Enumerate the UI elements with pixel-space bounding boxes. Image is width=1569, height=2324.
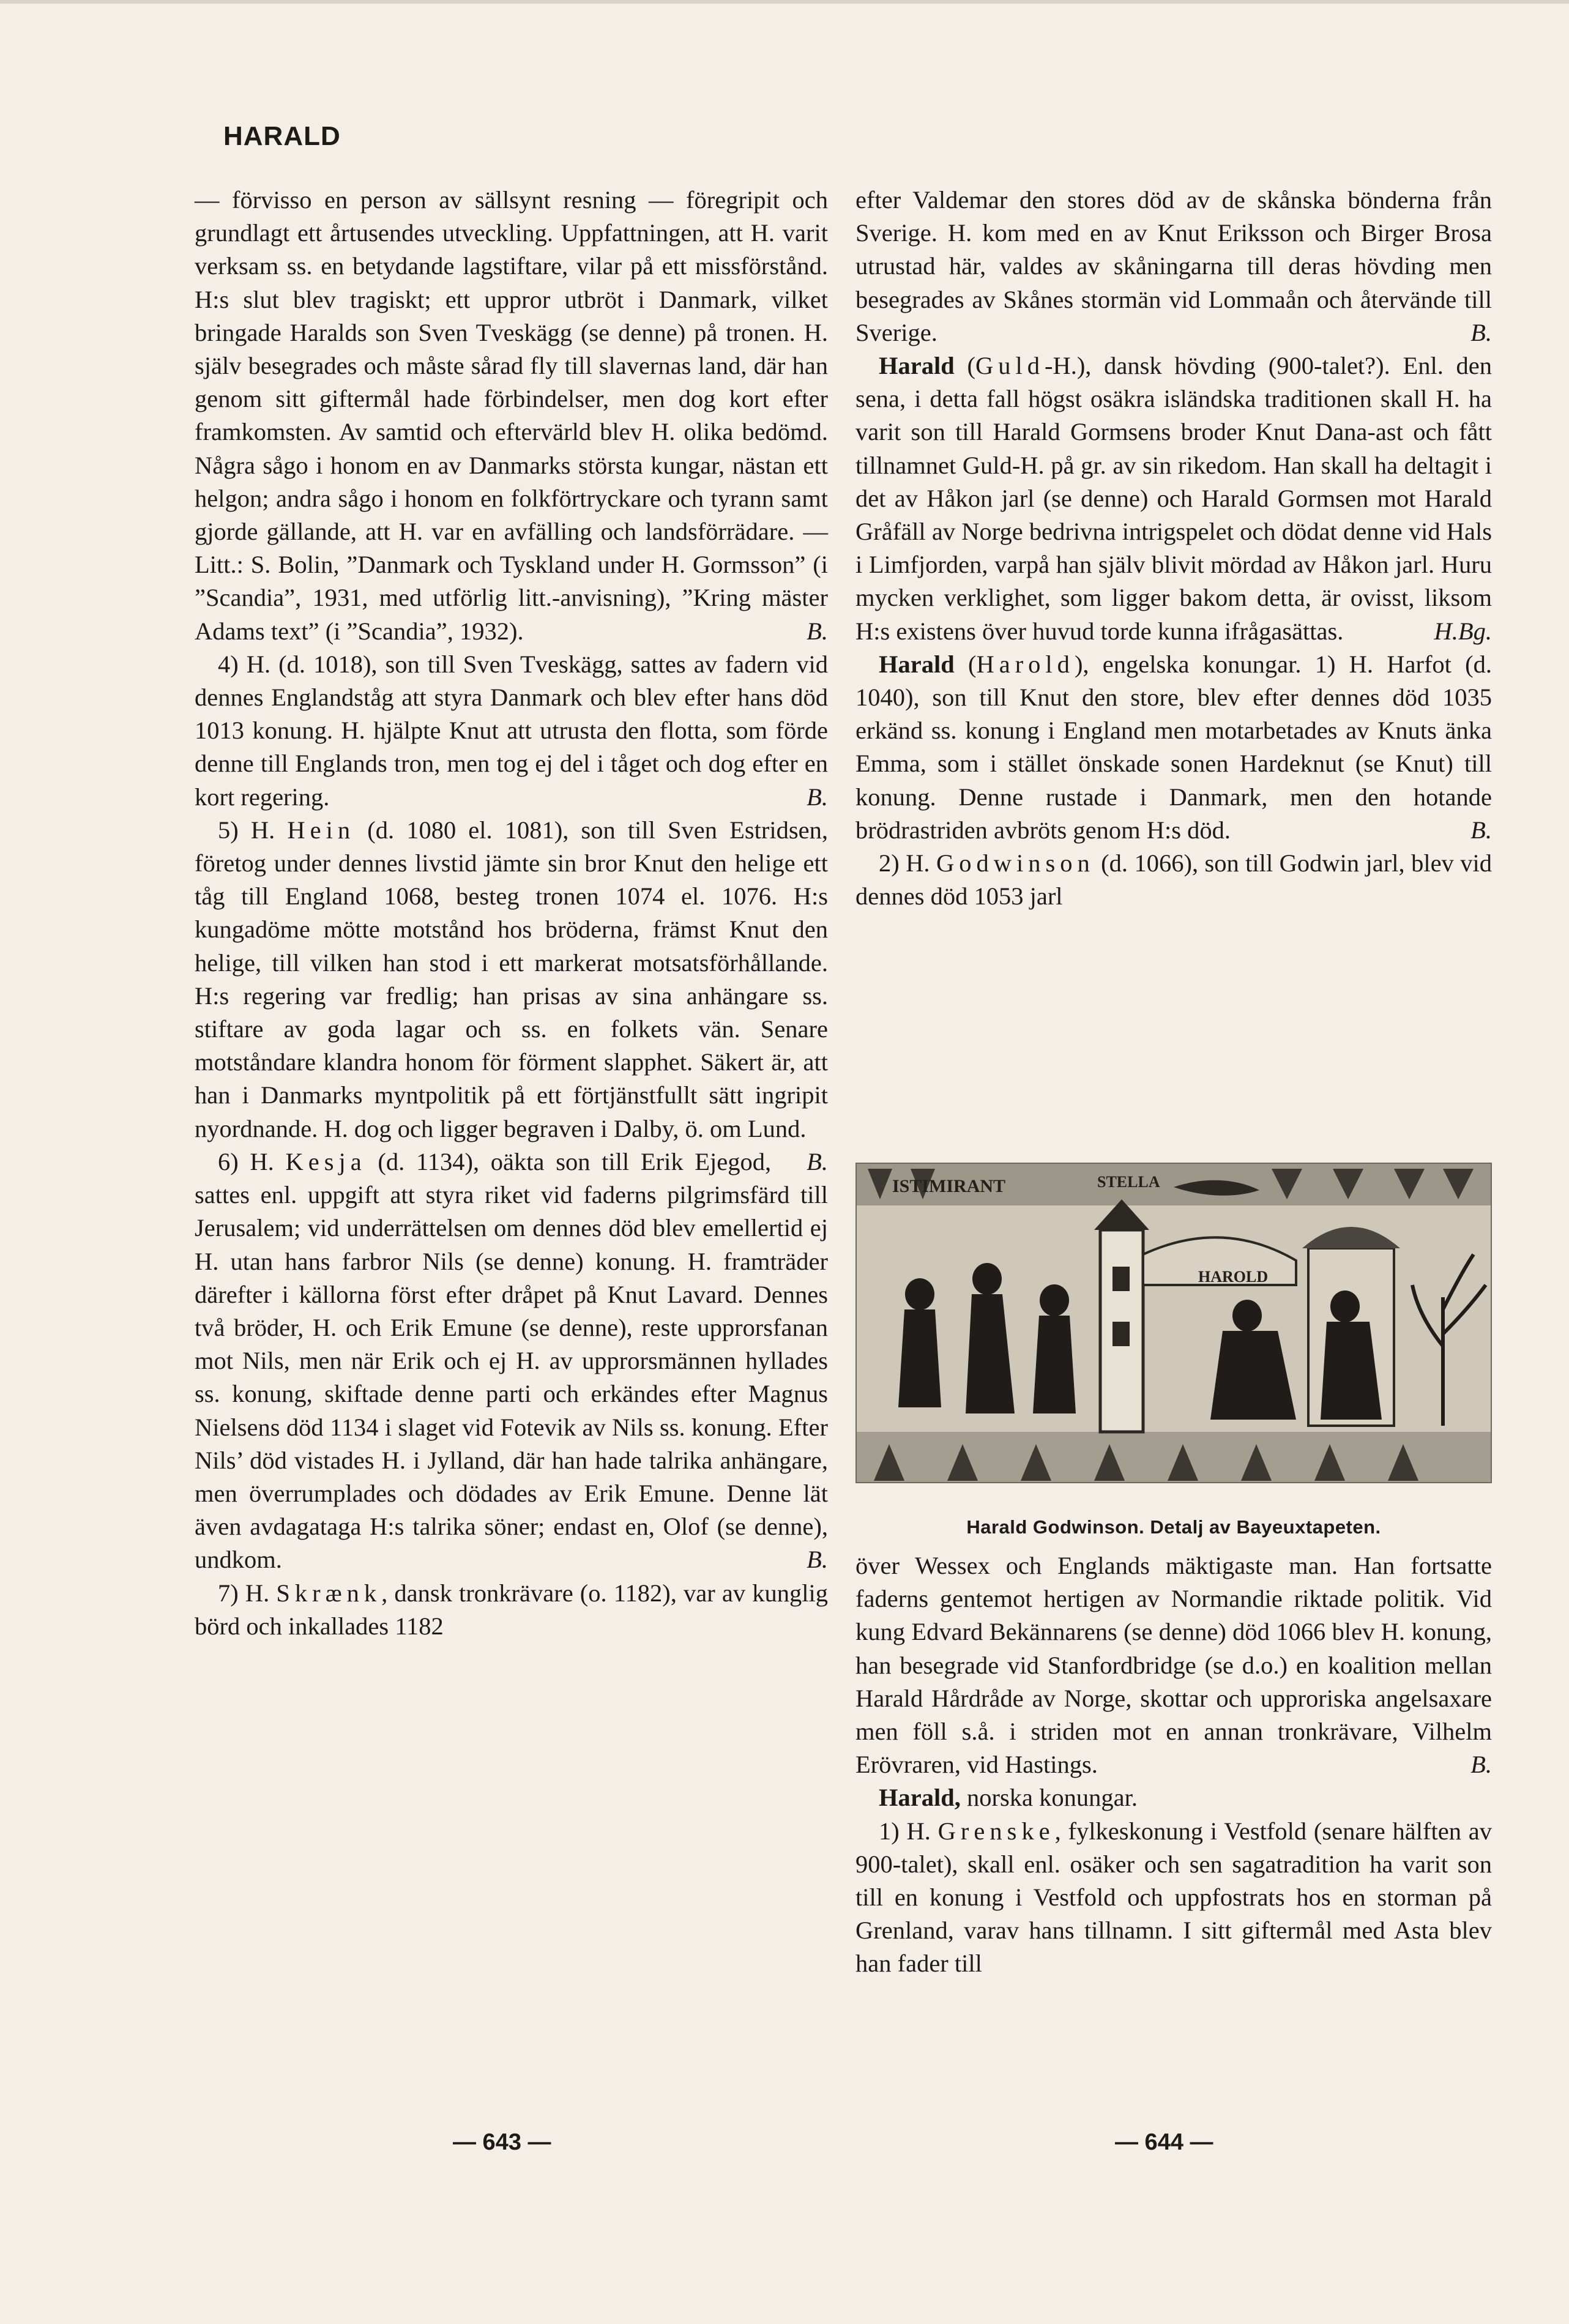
right-column-bottom	[855, 1549, 1492, 1981]
entry-number: 6) H.	[218, 1147, 286, 1175]
paragraph-text: över Wessex och Englands mäktigaste man. Han fortsatte faderns gentemot hertigen av Normandie riktade politik. Vid kung Edvard Bekännarens (se denne) död 1066 blev H. konung, han besegrade vid Stanfordbridge (se d.o.) en koalition mellan Harald Hårdråde av Norge, skottar och upproriska angelsaxare men föll s.å. i striden mot en annan tronkrävare, Vilhelm Erövraren, vid Hastings.	[855, 1552, 1492, 1779]
page-top-edge	[0, 0, 1569, 4]
entry-paragraph	[195, 1145, 828, 1577]
author-signature: B.	[1470, 318, 1492, 346]
entry-paragraph	[855, 648, 1492, 847]
left-column	[195, 184, 828, 1643]
paragraph-text: ), engelska konungar. 1) H. Harfot (d. 1040), son till Knut den store, blev efter dennes död 1035 erkänd ss. konung i England men motarbetades av Knuts änka Emma, som i stället önskade sonen Hardeknut (se Knut) till konung. Denne rustade i Danmark, men den hotande brödrastriden avbröts genom H:s död.	[855, 650, 1492, 844]
paragraph-text: -H.), dansk hövding (900-talet?). Enl. den sena, i detta fall högst osäkra isländska traditionen skall H. ha varit son till Harald Gormsens broder Knut Dana-ast och fått tillnamnet Guld-H. på gr. av sin rikedom. Han skall ha deltagit i det av Håkon jarl (se denne) och Harald Gormsen mot Harald Gråfäll av Norge bedrivna intrigspelet och dödat denne vid Hals i Limfjorden, varpå han själv blivit mördad av Håkon jarl. Huru mycken verklighet, som ligger bakom detta, är ovisst, liksom H:s existens över huvud torde kunna ifrågasättas.	[855, 352, 1492, 645]
entry-paragraph	[855, 1815, 1492, 1981]
author-signature: B.	[1470, 816, 1492, 844]
tapestry-inscription: STELLA	[1097, 1173, 1160, 1191]
tapestry-inscription: ISTIMIRANT	[892, 1176, 1006, 1196]
author-signature: B.	[807, 783, 828, 811]
page-number-right: — 644 —	[1115, 2129, 1213, 2155]
spaced-epithet: Godwinson	[936, 849, 1095, 877]
entry-paragraph	[855, 1549, 1492, 1781]
spaced-epithet: Kesja	[285, 1147, 367, 1175]
author-signature: B.	[807, 1147, 828, 1175]
entry-headword: Harald,	[879, 1784, 961, 1812]
entry-paragraph	[195, 184, 828, 648]
entry-headword: Harald	[879, 352, 955, 380]
entry-paragraph	[855, 349, 1492, 648]
figure-caption: Harald Godwinson. Detalj av Bayeuxtapeten.	[966, 1516, 1381, 1538]
bayeux-tapestry-figure	[855, 1163, 1492, 1538]
entry-paragraph	[855, 184, 1492, 349]
entry-paragraph	[195, 1577, 828, 1643]
tapestry-inscription: HAROLD	[1198, 1268, 1269, 1286]
entry-number: 7) H.	[218, 1579, 277, 1607]
tapestry-illustration	[855, 1163, 1492, 1483]
author-signature: H.Bg.	[1434, 617, 1492, 645]
entry-paragraph	[855, 1781, 1492, 1814]
spaced-epithet: Guld	[975, 352, 1045, 380]
paragraph-text: efter Valdemar den stores död av de skånska bönderna från Sverige. H. kom med en av Knut Eriksson och Birger Brosa utrustad här, valdes av skåningarna till deras hövding men besegrades av Skånes stormän vid Lommaån och återvände till Sverige.	[855, 186, 1492, 346]
paragraph-text: (	[954, 650, 977, 678]
author-signature: B.	[807, 1546, 828, 1574]
author-signature: B.	[807, 617, 828, 645]
paragraph-text: norska konungar.	[960, 1784, 1138, 1812]
entry-number: 5) H.	[218, 816, 288, 844]
spaced-epithet: Grenske	[937, 1817, 1055, 1845]
running-title: HARALD	[223, 121, 341, 151]
right-column-top	[855, 184, 1492, 913]
paragraph-text: (d. 1066), son till Godwin jarl, blev vid dennes död 1053 jarl	[855, 849, 1492, 911]
spaced-epithet: Skrænk	[276, 1579, 382, 1607]
entry-paragraph	[195, 648, 828, 814]
page-number-left: — 643 —	[453, 2129, 551, 2155]
entry-paragraph	[855, 847, 1492, 913]
paragraph-text: , dansk tronkrävare (o. 1182), var av kunglig börd och inkallades 1182	[195, 1579, 828, 1640]
spaced-epithet: Harold	[976, 650, 1075, 678]
paragraph-text: (	[954, 352, 975, 380]
paragraph-text: (d. 1080 el. 1081), son till Sven Estridsen, företog under dennes livstid jämte sin bror Knut den helige ett tåg till England 1068, besteg tronen 1074 el. 1076. H:s kungadöme mötte motstånd hos bröderna, främst Knut den helige, till vilken han stod i ett markerat motsatsförhållande. H:s regering var fredlig; han prisas av sina anhängare ss. stiftare av goda lagar och ss. en folkets vän. Senare motståndare klandra honom för förment slapphet. Säkert är, att han i Danmarks myntpolitik på ett förtjänstfullt sätt ingripit nyordnande. H. dog och ligger begraven i Dalby, ö. om Lund.	[195, 816, 828, 1142]
entry-headword: Harald	[879, 650, 955, 678]
spaced-epithet: Hein	[287, 816, 356, 844]
paragraph-text: 4) H. (d. 1018), son till Sven Tveskägg, sattes av fadern vid dennes Englandståg att styra Danmark och blev efter hans död 1013 konung. H. hjälpte Knut att utrusta den flotta, som förde denne till Englands tron, men tog ej del i tåget och dog efter en kort regering.	[195, 650, 828, 811]
paragraph-text: (d. 1134), oäkta son till Erik Ejegod, sattes enl. uppgift att styra riket vid faderns pilgrimsfärd till Jerusalem; vid underrättelsen om dennes död blev emellertid ej H. utan hans farbror Nils (se denne) konung. H. framträder därefter i källorna först efter dråpet på Knut Lavard. Dennes två bröder, H. och Erik Emune (se denne), reste upprorsfanan mot Nils, men när Erik och ej H. av upprorsmännen hyllades ss. konung, skiftade denne parti och erkändes efter Magnus Nielsens död 1134 i slaget vid Fotevik av Nils ss. konung. Efter Nils’ död vistades H. i Jylland, där han hade talrika anhängare, men överrumplades och dödades av Erik Emune. Denne lät även avdagataga H:s talrika söner; endast en, Olof (se denne), undkom.	[195, 1147, 828, 1574]
paragraph-text: , fylkeskonung i Vestfold (senare hälften av 900-talet), skall enl. osäker och sen sagatradition ha varit son till en konung i Vestfold och uppfostrats hos en storman på Grenland, varav hans tillnamn. I sitt giftermål med Asta blev han fader till	[855, 1817, 1492, 1978]
author-signature: B.	[1470, 1751, 1492, 1779]
entry-number: 2) H.	[879, 849, 936, 877]
entry-number: 1) H.	[879, 1817, 938, 1845]
paragraph-text: — förvisso en person av sällsynt resning — föregripit och grundlagt ett årtusendes utveckling. Uppfattningen, att H. varit verksam ss. en betydande lagstiftare, vilar på ett missförstånd. H:s slut blev tragiskt; ett uppror utbröt i Danmark, vilket bringade Haralds son Sven Tveskägg (se denne) på tronen. H. själv besegrades och måste sårad fly till slavernas land, där han genom sitt giftermål hade förbindelser, men dog kort efter framkomsten. Av samtid och eftervärld blev H. olika bedömd. Några sågo i honom en av Danmarks största kungar, nästan ett helgon; andra sågo i honom en folkförtryckare och tyrann samt gjorde gällande, att H. var en avfälling och landsförrädare. — Litt.: S. Bolin, ”Danmark och Tyskland under H. Gormsson” (i ”Scandia”, 1931, med utförlig litt.-anvisning), ”Kring mäster Adams text” (i ”Scandia”, 1932).	[195, 186, 828, 645]
